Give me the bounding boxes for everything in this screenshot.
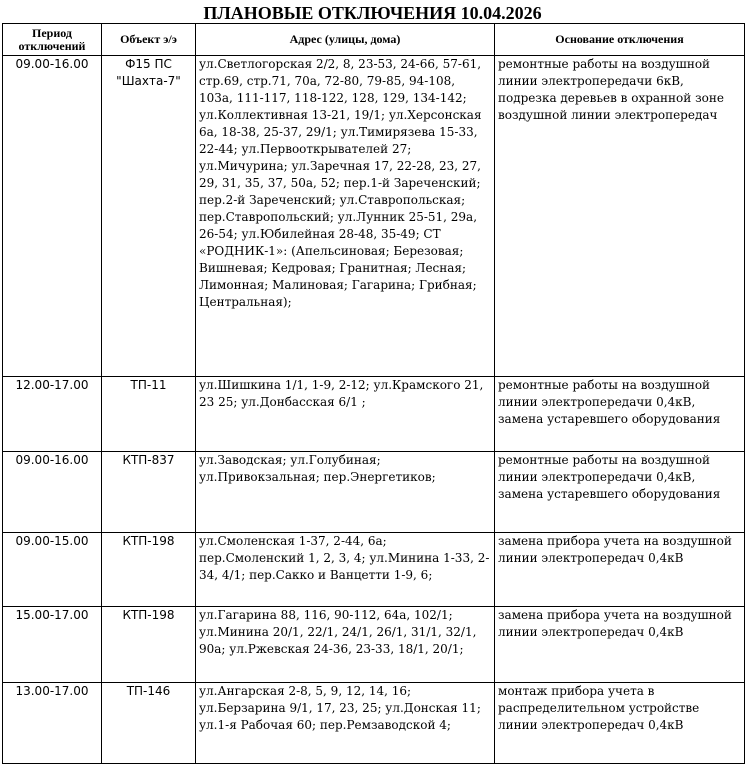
period-cell: 13.00-17.00 [3, 683, 102, 764]
table-row [3, 56, 745, 377]
period-cell: 12.00-17.00 [3, 377, 102, 452]
object-cell: ТП-146 [102, 683, 196, 764]
period-cell: 15.00-17.00 [3, 607, 102, 683]
object-cell: КТП-198 [102, 607, 196, 683]
reason-cell: монтаж прибора учета в распределительном устройстве линии электропередач 0,4кВ [495, 683, 745, 764]
address-cell: ул.Гагарина 88, 116, 90-112, 64а, 102/1; ул.Минина 20/1, 22/1, 24/1, 26/1, 31/1, 32/1, 90а; ул.Ржевская 24-36, 23-33, 18/1, 20/1; [196, 607, 495, 683]
object-cell: КТП-837 [102, 452, 196, 533]
period-cell: 09.00-15.00 [3, 533, 102, 607]
period-cell: 09.00-16.00 [3, 452, 102, 533]
object-cell: ТП-11 [102, 377, 196, 452]
address-cell: ул.Светлогорская 2/2, 8, 23-53, 24-66, 57-61, стр.69, стр.71, 70а, 72-80, 79-85, 94-108, 103а, 111-117, 118-122, 128, 129, 134-142; ул.Коллективная 13-21, 19/1; ул.Херсонская 6а, 18-38, 25-37, 29/1; ул.Тимирязева 15-33, 22-44; ул.Первооткрывателей 27; ул.Мичурина; ул.Заречная 17, 22-28, 23, 27, 29, 31, 35, 37, 50а, 52; пер.1-й Зареченский; пер.2-й Зареченский; ул.Ставропольская; пер.Ставропольский; ул.Лунник 25-51, 29а, 26-54; ул.Юбилейная 28-48, 35-49; СТ «РОДНИК-1»: (Апельсиновая; Березовая; Вишневая; Кедровая; Гранитная; Лесная; Лимонная; Малиновая; Гагарина; Грибная; Центральная); [196, 56, 495, 377]
page-title: ПЛАНОВЫЕ ОТКЛЮЧЕНИЯ 10.04.2026 [203, 3, 542, 23]
reason-cell: ремонтные работы на воздушной линии электропередачи 0,4кВ, замена устаревшего оборудования [495, 452, 745, 533]
table-row [3, 377, 745, 452]
header-reason: Основание отключения [495, 24, 745, 56]
period-cell: 09.00-16.00 [3, 56, 102, 377]
header-object: Объект э/э [102, 24, 196, 56]
address-cell: ул.Ангарская 2-8, 5, 9, 12, 14, 16; ул.Берзарина 9/1, 17, 23, 25; ул.Донская 11; ул.1-я Рабочая 60; пер.Ремзаводской 4; [196, 683, 495, 764]
table-row [3, 452, 745, 533]
table-row [3, 683, 745, 764]
reason-cell: ремонтные работы на воздушной линии электропередачи 0,4кВ, замена устаревшего оборудования [495, 377, 745, 452]
address-cell: ул.Шишкина 1/1, 1-9, 2-12; ул.Крамского 21, 23 25; ул.Донбасская 6/1 ; [196, 377, 495, 452]
outage-table [2, 23, 745, 764]
object-cell: КТП-198 [102, 533, 196, 607]
header-address: Адрес (улицы, дома) [196, 24, 495, 56]
object-cell: Ф15 ПС "Шахта-7" [102, 56, 196, 377]
header-period: Период отключений [3, 24, 102, 56]
reason-cell: замена прибора учета на воздушной линии электропередач 0,4кВ [495, 607, 745, 683]
address-cell: ул.Заводская; ул.Голубиная; ул.Привокзальная; пер.Энергетиков; [196, 452, 495, 533]
table-row [3, 607, 745, 683]
table-header-row [3, 24, 745, 56]
address-cell: ул.Смоленская 1-37, 2-44, 6а; пер.Смоленский 1, 2, 3, 4; ул.Минина 1-33, 2-34, 4/1; пер.Сакко и Ванцетти 1-9, 6; [196, 533, 495, 607]
reason-cell: ремонтные работы на воздушной линии электропередачи 6кВ, подрезка деревьев в охранной зоне воздушной линии электропередач [495, 56, 745, 377]
reason-cell: замена прибора учета на воздушной линии электропередач 0,4кВ [495, 533, 745, 607]
table-row [3, 533, 745, 607]
